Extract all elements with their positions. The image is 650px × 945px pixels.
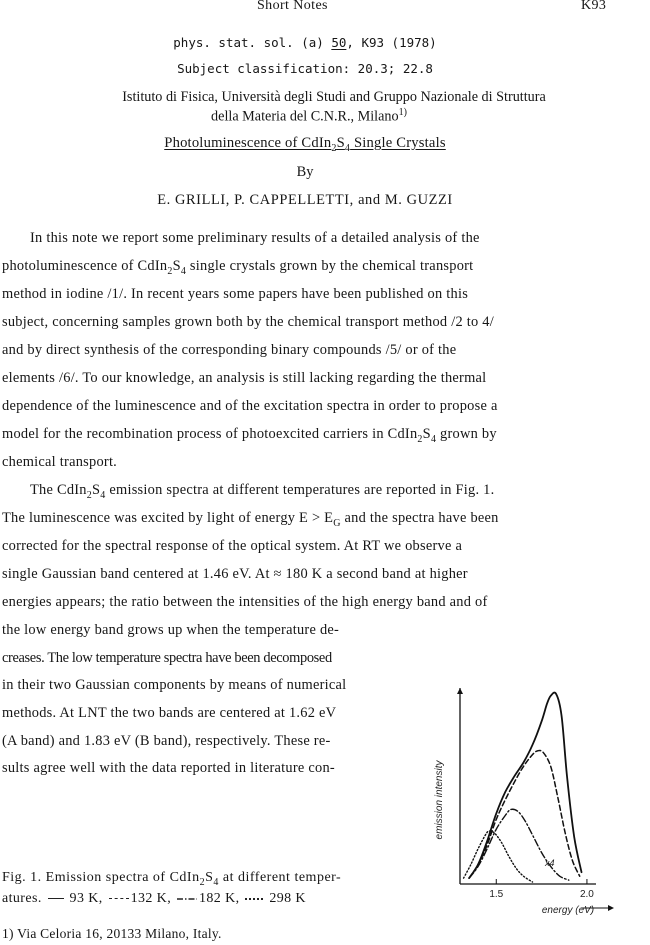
legend-dashed-line [109, 898, 129, 899]
emission-spectra-chart [418, 680, 618, 920]
x-axis-label: energy (eV) [541, 905, 595, 916]
volume-number: 50 [331, 35, 347, 50]
figure-caption-line-1: Fig. 1. Emission spectra of $CdIn_2S_4$ at different temper- [2, 870, 342, 888]
legend-solid-line [48, 898, 64, 899]
legend-dashdot-line [177, 896, 197, 902]
p2-line-3: corrected for the spectral response of the optical system. At RT we observe a [2, 538, 463, 554]
page-number: K93 [581, 0, 607, 13]
p2-line-11: sults agree well with the data reported in literature con- [2, 760, 335, 776]
chart-series [464, 693, 582, 882]
legend-298k: 298 K [269, 891, 306, 906]
byline-by: By [296, 164, 314, 180]
legend-182k: 182 K, [199, 891, 240, 906]
paper-title: Photoluminescence of $CdIn_2S_4$ Single Crystals [164, 135, 446, 154]
p1-line-2: photoluminescence of $CdIn_2S_4$ single crystals grown by the chemical transport [2, 258, 474, 277]
footnote-mark: 1) [398, 107, 407, 118]
affiliation-line-1: Istituto di Fisica, Università degli Studi and Gruppo Nazionale di Struttura [122, 89, 546, 105]
journal-citation: phys. stat. sol. (a) 50, K93 (1978) [173, 35, 437, 50]
subject-classification: Subject classification: 20.3; 22.8 [177, 61, 433, 76]
scale-annotation: x4 [545, 858, 555, 868]
p2-line-5: energies appears; the ratio between the intensities of the high energy band and of [2, 594, 488, 610]
x-label-arrowhead [608, 905, 614, 911]
p2-line-9: methods. At LNT the two bands are centered at 1.62 eV [2, 705, 337, 721]
p1-line-7: dependence of the luminescence and of the excitation spectra in order to propose a [2, 398, 498, 414]
p1-line-9: chemical transport. [2, 454, 118, 470]
chart-ticks [489, 879, 594, 900]
x-tick-label: 1.5 [489, 889, 504, 900]
p2-line-2: The luminescence was excited by light of energy $E > E_G$ and the spectra have been [2, 510, 499, 529]
y-axis-label: emission intensity [434, 760, 445, 840]
p1-line-1: In this note we report some preliminary results of a detailed analysis of the [30, 230, 480, 246]
footnote: 1) Via Celoria 16, 20133 Milano, Italy. [2, 926, 222, 941]
authors: E. GRILLI, P. CAPPELLETTI, and M. GUZZI [157, 192, 453, 208]
affiliation-line-2: della Materia del C.N.R., Milano$^{1)}$ [211, 107, 407, 125]
p1-line-8: model for the recombination process of photoexcited carriers in $CdIn_2S_4$ grown by [2, 426, 497, 445]
series-line-298-k-x4- [464, 831, 533, 882]
legend-dotted-line [245, 898, 263, 900]
p1-line-4: subject, concerning samples grown both by the chemical transport method /2 to 4/ [2, 314, 494, 330]
p1-line-6: elements /6/. To our knowledge, an analysis is still lacking regarding the thermal [2, 370, 487, 386]
p1-line-5: and by direct synthesis of the corresponding binary compounds /5/ or of the [2, 342, 457, 358]
series-line-132-k [469, 751, 580, 879]
x-tick-label: 2.0 [579, 889, 594, 900]
running-header-title: Short Notes [257, 0, 328, 13]
p2-line-8: in their two Gaussian components by means of numerical [2, 677, 347, 693]
p2-line-7: creases. The low temperature spectra have been decomposed [2, 650, 332, 666]
legend-93k: 93 K, [69, 891, 103, 906]
series-line-182-k [469, 809, 569, 880]
p2-line-1: The $CdIn_2S_4$ emission spectra at different temperatures are reported in Fig. 1. [30, 482, 495, 501]
p2-line-6: the low energy band grows up when the temperature de- [2, 622, 340, 638]
p2-line-10: (A band) and 1.83 eV (B band), respectively. These re- [2, 733, 331, 749]
figure-caption-line-2: atures. 93 K, 132 K, 182 K, 298 K [2, 891, 306, 906]
chart-axes [457, 688, 614, 911]
figure-1 [418, 680, 618, 920]
p2-line-4: single Gaussian band centered at 1.46 eV. At ≈ 180 K a second band at higher [2, 566, 468, 582]
p1-line-3: method in iodine /1/. In recent years some papers have been published on this [2, 286, 469, 302]
y-axis-arrow [457, 688, 463, 694]
legend-132k: 132 K, [130, 891, 172, 906]
